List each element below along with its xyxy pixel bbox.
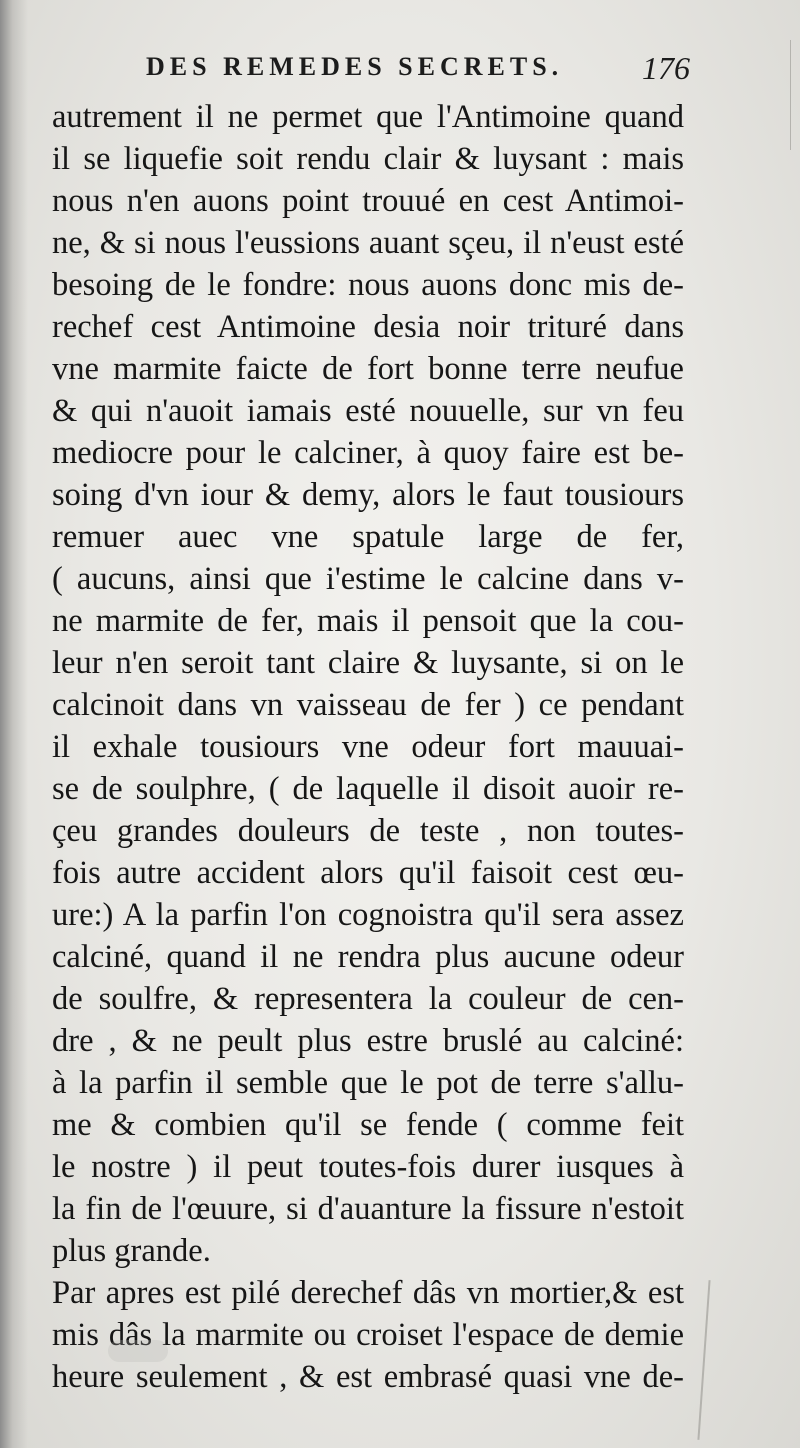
- text-line: plus grande.: [52, 1233, 211, 1269]
- text-line: ne marmite de fer, mais il pensoit que la cou-: [52, 603, 684, 639]
- paper-crease: [790, 40, 791, 150]
- page-number: 176: [642, 50, 690, 86]
- running-head: [56, 48, 690, 88]
- text-line: ( aucuns, ainsi que i'estime le calcine dans v-: [52, 561, 684, 597]
- text-line: de soulfre, & representera la couleur de cen-: [52, 981, 684, 1017]
- page-gutter-shadow: [0, 0, 28, 1448]
- text-line: vne marmite faicte de fort bonne terre neufue: [52, 351, 684, 387]
- text-line: mis dâs la marmite ou croiset l'espace de demie: [52, 1317, 684, 1353]
- text-line: à la parfin il semble que le pot de terre s'allu-: [52, 1065, 684, 1101]
- text-line: nous n'en auons point trouué en cest Antimoi-: [52, 183, 684, 219]
- running-title: DES REMEDES SECRETS.: [146, 52, 564, 81]
- text-line: ure:) A la parfin l'on cognoistra qu'il sera assez: [52, 897, 684, 933]
- text-line: çeu grandes douleurs de teste , non toutes-: [52, 813, 684, 849]
- text-line: fois autre accident alors qu'il faisoit cest œu-: [52, 855, 684, 891]
- text-line: & qui n'auoit iamais esté nouuelle, sur vn feu: [52, 393, 684, 429]
- text-line: le nostre ) il peut toutes-fois durer iusques à: [52, 1149, 684, 1185]
- show-through-smudge: [108, 1340, 168, 1362]
- paper-crease: [697, 1280, 710, 1440]
- text-line: il exhale tousiours vne odeur fort mauuai-: [52, 729, 684, 765]
- text-line: il se liquefie soit rendu clair & luysant : mais: [52, 141, 684, 177]
- text-line: dre , & ne peult plus estre bruslé au calciné:: [52, 1023, 684, 1059]
- body-text: [52, 96, 684, 1398]
- text-line: calciné, quand il ne rendra plus aucune odeur: [52, 939, 684, 975]
- text-line: leur n'en seroit tant claire & luysante, si on le: [52, 645, 684, 681]
- text-line: me & combien qu'il se fende ( comme feit: [52, 1107, 684, 1143]
- text-line: remuer auec vne spatule large de fer,: [52, 519, 684, 555]
- text-line: besoing de le fondre: nous auons donc mis de-: [52, 267, 684, 303]
- text-line: ne, & si nous l'eussions auant sçeu, il n'eust esté: [52, 225, 684, 261]
- text-line: la fin de l'œuure, si d'auanture la fissure n'estoit: [52, 1191, 684, 1227]
- text-line: autrement il ne permet que l'Antimoine quand: [52, 99, 684, 135]
- text-line: rechef cest Antimoine desia noir trituré dans: [52, 309, 684, 345]
- text-line: se de soulphre, ( de laquelle il disoit auoir re-: [52, 771, 684, 807]
- text-line: soing d'vn iour & demy, alors le faut tousiours: [52, 477, 684, 513]
- text-line: mediocre pour le calciner, à quoy faire est be-: [52, 435, 684, 471]
- text-line: calcinoit dans vn vaisseau de fer ) ce pendant: [52, 687, 684, 723]
- text-line: heure seulement , & est embrasé quasi vne de-: [52, 1359, 684, 1395]
- text-line: Par apres est pilé derechef dâs vn mortier,& est: [52, 1275, 684, 1311]
